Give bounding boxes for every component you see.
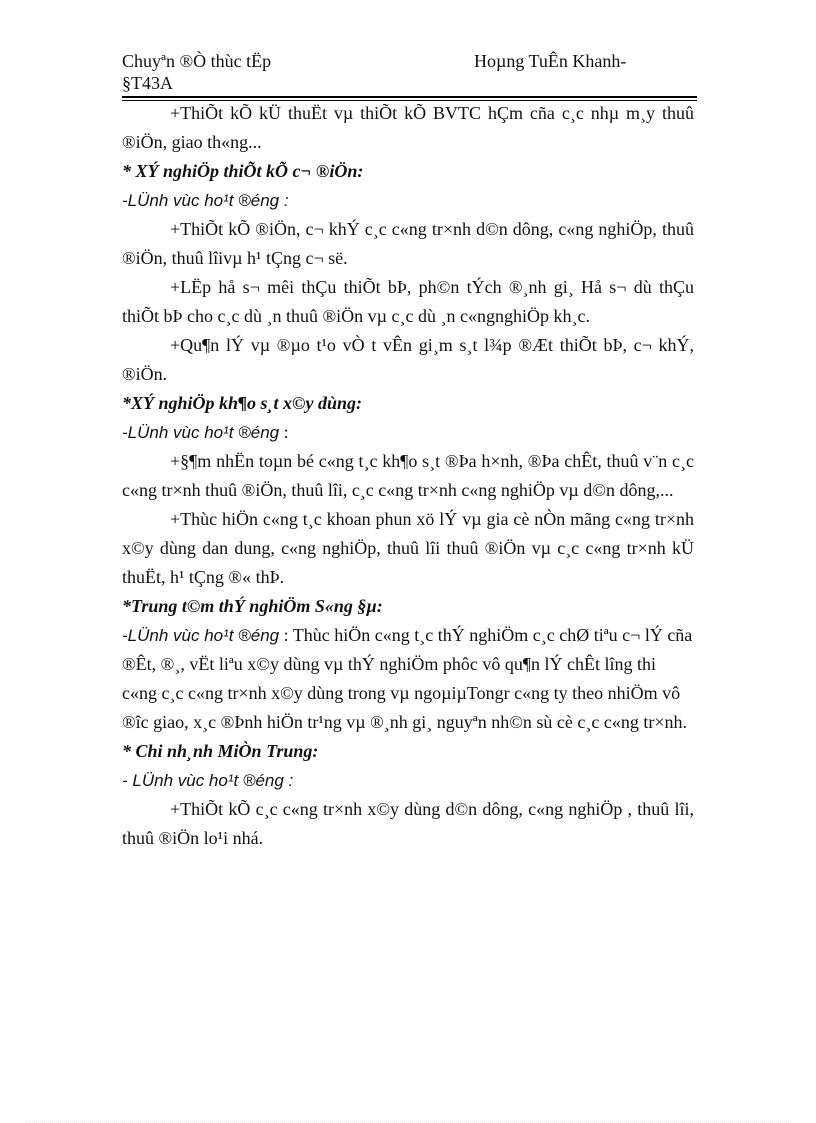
section-heading-electromechanical: * XÝ nghiÖp thiÕt kÕ c¬ ®iÖn: [122, 161, 364, 181]
header-author: Hoµng TuÊn Khanh- [474, 51, 627, 71]
paragraph-management-training: +Qu¶n lÝ vµ ®µo t¹o vÒ t vÊn gi¸m s¸t l¾p ®Æt thiÕt bÞ, c¬ khÝ, ®iÖn. [122, 335, 694, 384]
paragraph-drilling-grouting: +Thùc hiÖn c«ng t¸c khoan phun xö lÝ vµ gia cè nÒn mãng c«ng tr×nh x©y dùng dan dung, c«ng nghiÖp, thuû lîi thuû ®iÖn vµ c¸c c«ng tr×nh kÜ thuËt, h¹ tÇng ®« thÞ. [122, 509, 694, 587]
section-heading-survey: *XÝ nghiÖp kh¶o s¸t x©y dùng: [122, 393, 362, 413]
paragraph-bidding-documents: +LËp hå s¬ mêi thÇu thiÕt bÞ, ph©n tÝch ®¸nh gi¸ Hå s¬ dù thÇu thiÕt bÞ cho c¸c dù ¸n thuû ®iÖn vµ c¸c dù ¸n c«ngnghiÖp kh¸c. [122, 277, 694, 326]
header-rule-thick [122, 96, 697, 98]
document-body [122, 99, 694, 853]
section-heading-lab-center: *Trung t©m thÝ nghiÖm S«ng §µ: [122, 596, 383, 616]
header-title: Chuyªn ®Ò thùc tËp [122, 51, 272, 71]
paragraph-small-projects: +ThiÕt kÕ c¸c c«ng tr×nh x©y dùng d©n dông, c«ng nghiÖp , thuû lîi, thuû ®iÖn lo¹i nhá. [122, 799, 694, 848]
field-of-activity-label: - LÜnh vùc ho¹t ®éng : [122, 771, 294, 790]
section-heading-central-branch: * Chi nh¸nh MiÒn Trung: [122, 741, 319, 761]
field-label-text: -LÜnh vùc ho¹t ®éng [122, 626, 280, 645]
header-class: §T43A [122, 73, 173, 93]
field-label-rest: : Thùc hiÖn c«ng t¸c thÝ nghiÖm c¸c chØ tiªu c¬ lÝ cña ®Êt, ®¸, vËt liªu x©y dùng vµ thÝ nghiÖm phôc vô qu¶n lÝ chÊt lîng thi c«ng c¸c c«ng tr×nh x©y dùng trong vµ ngoµiµTongr c«ng ty theo nhiÖm vô ®îc giao, x¸c ®Þnh hiÖn tr¹ng vµ ®¸nh gi¸ nguyªn nh©n sù cè c¸c c«ng tr×nh. [122, 625, 693, 732]
field-of-activity-label [122, 418, 694, 447]
paragraph-design-bvtc: +ThiÕt kÕ kÜ thuËt vµ thiÕt kÕ BVTC hÇm cña c¸c nhµ m¸y thuû ®iÖn, giao th«ng... [122, 103, 694, 152]
paragraph-electrical-design: +ThiÕt kÕ ®iÖn, c¬ khÝ c¸c c«ng tr×nh d©n dông, c«ng nghiÖp, thuû ®iÖn, thuû lîivµ h¹ tÇng c¬ së. [122, 219, 694, 268]
page-bottom-edge [25, 1121, 791, 1122]
field-label-text: -LÜnh vùc ho¹t ®éng [122, 423, 280, 442]
field-label-rest: : [279, 422, 289, 442]
paragraph-survey-work: +§¶m nhËn toµn bé c«ng t¸c kh¶o s¸t ®Þa h×nh, ®Þa chÊt, thuû v¨n c¸c c«ng tr×nh thuû ®iÖn, thuû lîi, c¸c c«ng tr×nh c«ng nghiÖp vµ d©n dông,... [122, 451, 694, 500]
field-of-activity-label [122, 621, 694, 737]
field-of-activity-label: -LÜnh vùc ho¹t ®éng : [122, 191, 289, 210]
